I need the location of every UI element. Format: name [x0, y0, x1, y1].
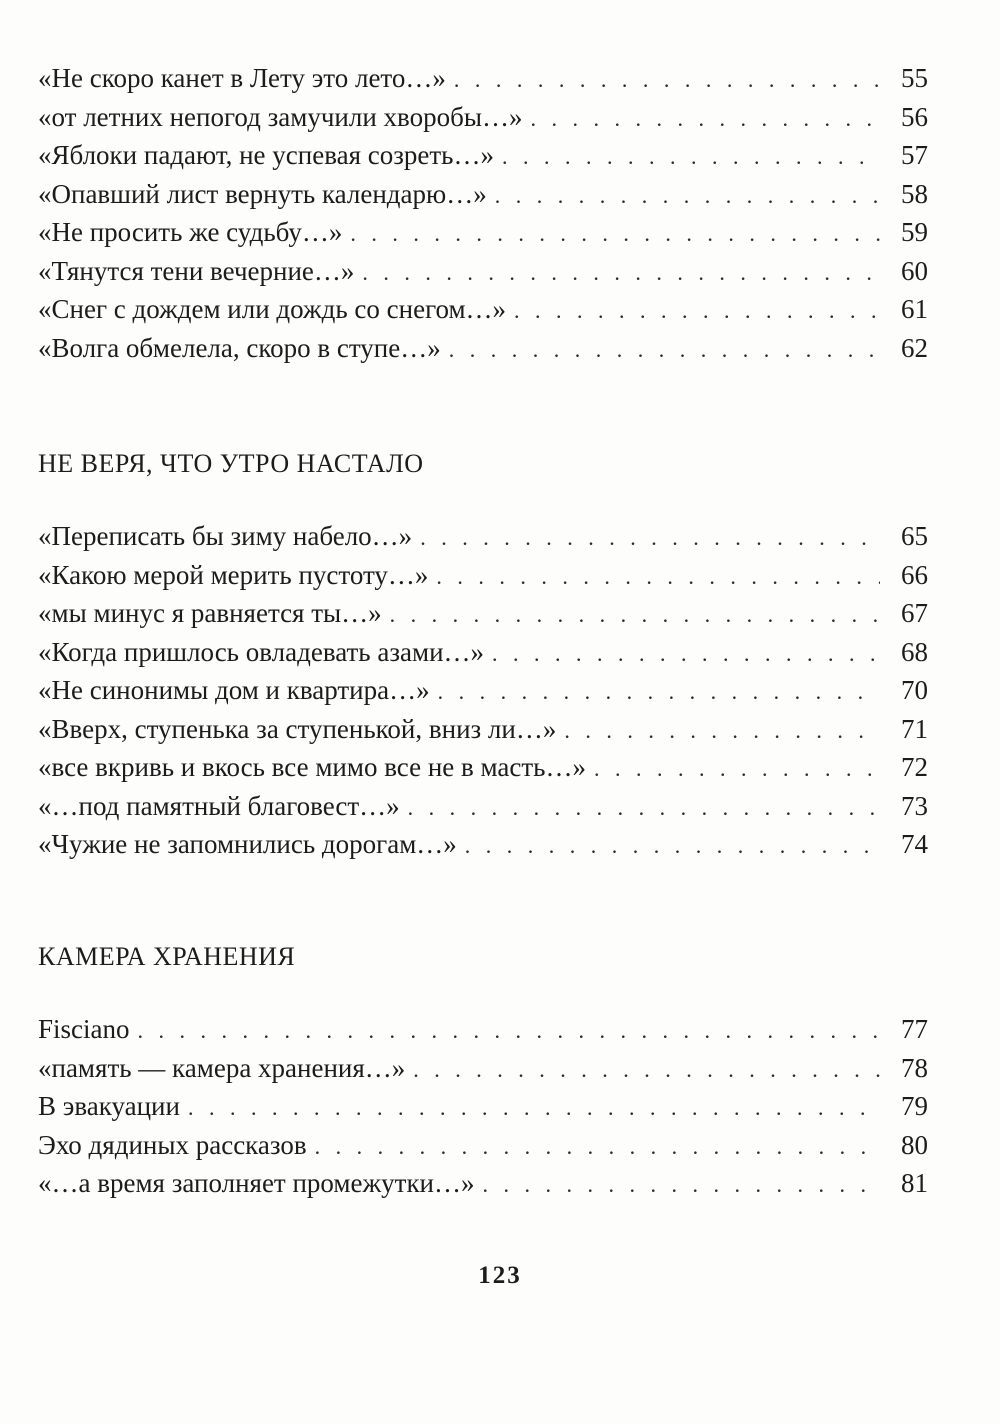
toc-entry-title: «…а время заполняет промежутки…»	[38, 1168, 475, 1198]
toc-entry-title: «…под памятный благовест…»	[38, 790, 400, 821]
toc-entry	[38, 671, 928, 710]
toc-entry-title: «Яблоки падают, не успевая созреть…»	[38, 140, 494, 170]
toc-entry-title: «Опавший лист вернуть календарю…»	[38, 178, 487, 209]
toc-entry	[38, 594, 928, 633]
toc-entry-page-number: 79	[901, 1091, 928, 1121]
toc-entry-title: «Снег с дождем или дождь со снегом…»	[38, 294, 507, 324]
toc-entry	[38, 59, 928, 98]
toc-entry	[38, 213, 928, 252]
toc-entry-title: «Не скоро канет в Лету это лето…»	[38, 63, 446, 93]
dot-leader	[594, 750, 880, 789]
toc-entry	[38, 1010, 928, 1049]
toc-section-continued	[38, 59, 928, 367]
toc-entry-title: Эхо дядиных рассказов	[38, 1129, 307, 1160]
toc-entry	[38, 290, 928, 329]
dot-leader	[514, 292, 880, 331]
toc-entry-page-number: 65	[901, 521, 928, 551]
dot-leader	[390, 596, 880, 635]
toc-entry-title: «от летних непогод замучили хворобы…»	[38, 101, 523, 132]
dot-leader	[454, 61, 880, 100]
toc-entry-title: «Когда пришлось овладевать азами…»	[38, 636, 485, 667]
toc-entry	[38, 329, 928, 368]
toc-entry	[38, 825, 928, 864]
toc-entry-title: «Не просить же судьбу…»	[38, 217, 343, 247]
toc-entry-page-number: 56	[901, 101, 928, 132]
toc-entry	[38, 748, 928, 787]
toc-entry-title: «Какою мерой мерить пустоту…»	[38, 559, 429, 590]
toc-entry	[38, 98, 928, 137]
dot-leader	[495, 177, 880, 216]
toc-entry	[38, 1164, 928, 1203]
toc-entry-page-number: 60	[901, 255, 928, 286]
toc-entry	[38, 1049, 928, 1088]
toc-entry-page-number: 73	[901, 790, 928, 821]
toc-entry	[38, 175, 928, 214]
dot-leader	[138, 1012, 881, 1051]
dot-leader	[420, 519, 880, 558]
section-heading-kamera-hraneniya: КАМЕРА ХРАНЕНИЯ	[38, 942, 296, 971]
toc-entry-title: «мы минус я равняется ты…»	[38, 598, 382, 628]
toc-entry	[38, 556, 928, 595]
toc-entry-page-number: 80	[901, 1129, 928, 1160]
toc-entry-page-number: 81	[901, 1168, 928, 1198]
dot-leader	[436, 558, 880, 597]
toc-section-kamera-hraneniya	[38, 1010, 928, 1203]
toc-entry-page-number: 71	[901, 713, 928, 744]
toc-entry-title: «Вверх, ступенька за ступенькой, вниз ли…»	[38, 713, 557, 744]
toc-entry-page-number: 78	[901, 1052, 928, 1083]
dot-leader	[408, 789, 880, 828]
dot-leader	[465, 827, 880, 866]
toc-entry-title: Fisciano	[38, 1014, 130, 1044]
toc-entry-title: «Тянутся тени вечерние…»	[38, 255, 355, 286]
dot-leader	[449, 331, 880, 370]
toc-entry-page-number: 68	[901, 636, 928, 667]
toc-entry	[38, 517, 928, 556]
toc-entry-title: «Чужие не запомнились дорогам…»	[38, 829, 457, 859]
toc-entry-page-number: 74	[901, 829, 928, 859]
dot-leader	[413, 1051, 880, 1090]
dot-leader	[564, 712, 880, 751]
toc-entry-page-number: 58	[901, 178, 928, 209]
dot-leader	[530, 100, 880, 139]
toc-entry-page-number: 70	[901, 675, 928, 705]
toc-entry-page-number: 72	[901, 752, 928, 782]
toc-entry-page-number: 55	[901, 63, 928, 93]
toc-entry-title: «Волга обмелела, скоро в ступе…»	[38, 332, 441, 363]
dot-leader	[483, 1166, 880, 1205]
toc-section-ne-verya	[38, 517, 928, 864]
toc-entry-page-number: 77	[901, 1014, 928, 1044]
section-heading-ne-verya: НЕ ВЕРЯ, ЧТО УТРО НАСТАЛО	[38, 449, 424, 478]
dot-leader	[350, 215, 880, 254]
toc-entry	[38, 633, 928, 672]
toc-entry-page-number: 57	[901, 140, 928, 170]
toc-entry-title: «Переписать бы зиму набело…»	[38, 521, 413, 551]
toc-entry-page-number: 62	[901, 332, 928, 363]
toc-entry-title: В эвакуации	[38, 1091, 180, 1121]
toc-entry	[38, 787, 928, 826]
toc-entry	[38, 1087, 928, 1126]
dot-leader	[362, 254, 880, 293]
toc-entry-page-number: 61	[901, 294, 928, 324]
toc-entry-page-number: 66	[901, 559, 928, 590]
toc-entry-title: «все вкривь и вкось все мимо все не в масть…»	[38, 752, 586, 782]
toc-entry-title: «память — камера хранения…»	[38, 1052, 406, 1083]
toc-entry	[38, 710, 928, 749]
toc-entry-page-number: 67	[901, 598, 928, 628]
dot-leader	[438, 673, 880, 712]
toc-entry	[38, 252, 928, 291]
dot-leader	[502, 138, 880, 177]
dot-leader	[315, 1128, 880, 1167]
toc-entry-title: «Не синонимы дом и квартира…»	[38, 675, 430, 705]
toc-entry	[38, 1126, 928, 1165]
dot-leader	[188, 1089, 880, 1128]
toc-entry-page-number: 59	[901, 217, 928, 247]
page-number: 123	[478, 1262, 522, 1289]
dot-leader	[492, 635, 880, 674]
toc-entry	[38, 136, 928, 175]
